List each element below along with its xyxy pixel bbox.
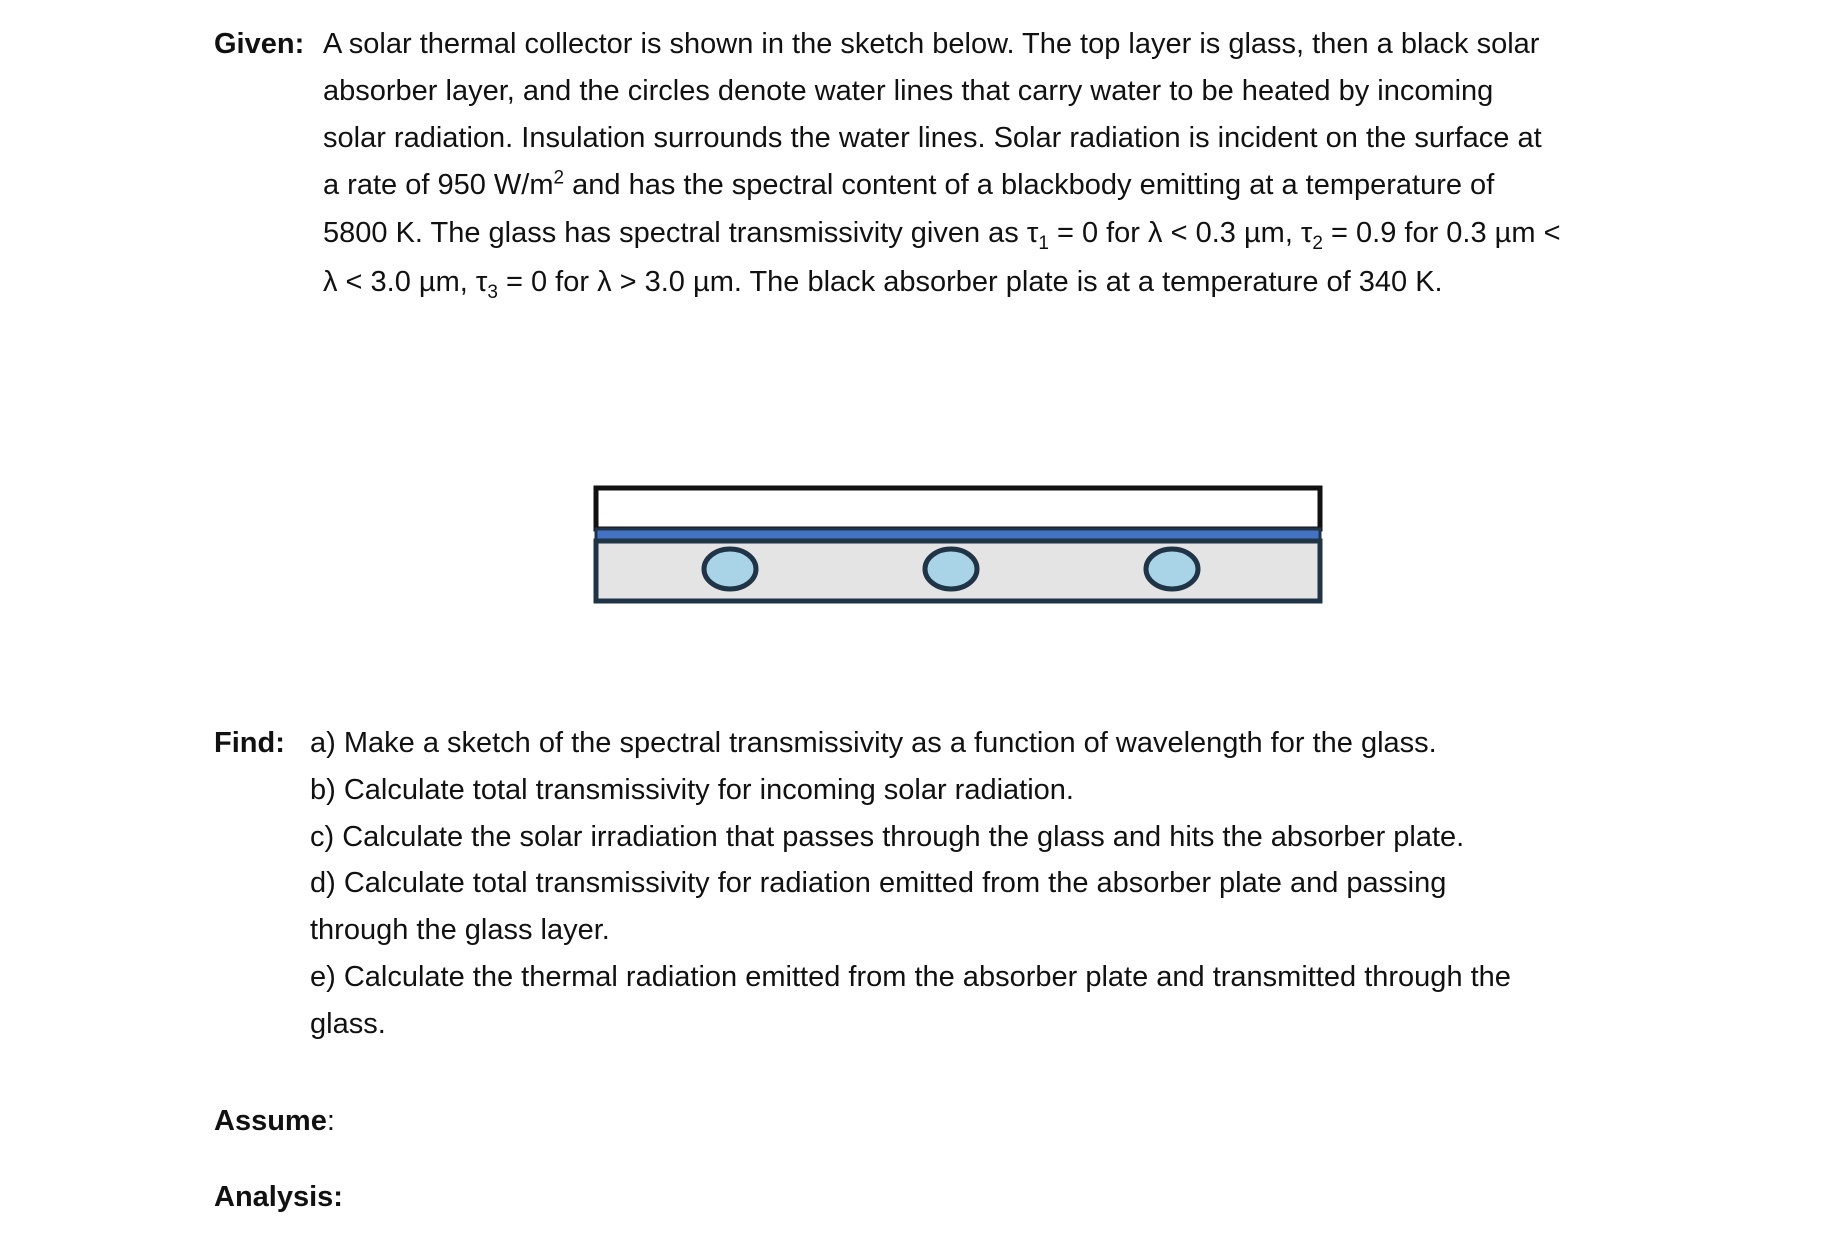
given-label: Given: [214,28,305,60]
find-item-d-cont: through the glass layer. [310,914,610,946]
find-item-e-cont: glass. [310,1008,386,1040]
water-tube [1146,549,1198,589]
find-label: Find: [214,727,285,759]
collector-sketch [590,482,1330,612]
find-item-c: c) Calculate the solar irradiation that passes through the glass and hits the absorber plate. [310,821,1465,853]
water-tube [704,549,756,589]
given-line-3: solar radiation. Insulation surrounds the water lines. Solar radiation is incident on the surface at [323,122,1542,154]
find-item-e: e) Calculate the thermal radiation emitted from the absorber plate and transmitted through the [310,961,1511,993]
given-line-6: λ < 3.0 µm, $\tau_3 = 0$ for λ > 3.0 µm. The black absorber plate is at a temperature of 340 K. [323,266,1443,303]
find-item-b: b) Calculate total transmissivity for incoming solar radiation. [310,774,1074,806]
given-line-2: absorber layer, and the circles denote water lines that carry water to be heated by incoming [323,75,1494,107]
analysis-heading: Analysis: [214,1181,343,1213]
find-item-d: d) Calculate total transmissivity for radiation emitted from the absorber plate and passing [310,867,1447,899]
water-tube [925,549,977,589]
glass-layer [596,488,1320,529]
given-line-5: 5800 K. The glass has spectral transmissivity given as $\tau_1 = 0$ for λ < 0.3 µm, $\tau_2 = 0.9$ for 0.3 µm < [323,217,1561,254]
assume-heading: Assume: [214,1105,335,1137]
given-line-4: a rate of 950 $W/m^2$ and has the spectral content of a blackbody emitting at a temperature of [323,167,1495,201]
find-item-a: a) Make a sketch of the spectral transmissivity as a function of wavelength for the glass. [310,727,1437,759]
given-line-1: A solar thermal collector is shown in the sketch below. The top layer is glass, then a black solar [323,28,1540,60]
